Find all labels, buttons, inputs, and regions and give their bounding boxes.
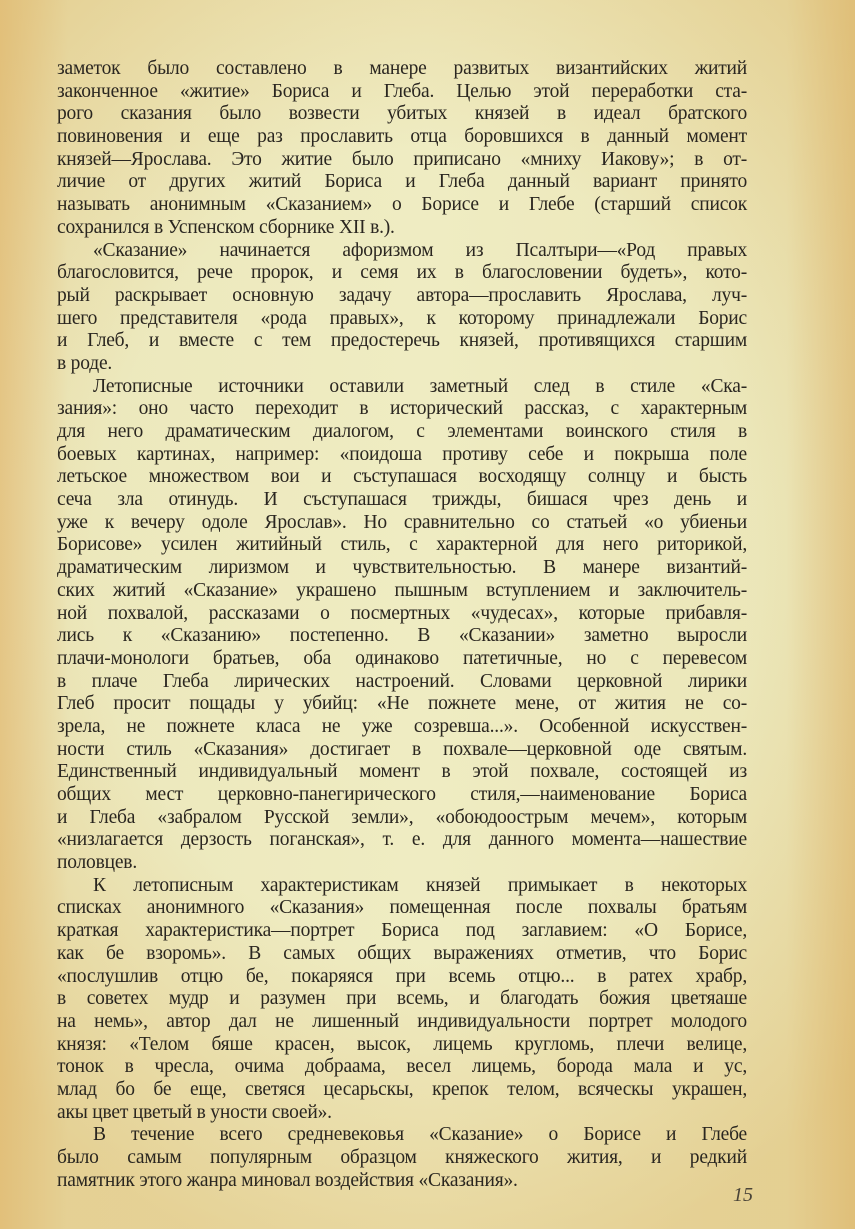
text-line: в советех мудр и разумен при всемь, и благодать божия цветяаше [57, 988, 747, 1010]
text-line: и Глеба «забралом Русской земли», «обоюдоострым мечем», которым [57, 806, 747, 828]
text-line: акы цвет цветый в уности своей». [57, 1101, 332, 1123]
text-line: заметок было составлено в манере развитых византийских житий [57, 58, 747, 79]
text-line: тонок в чресла, очима добраама, весел лицемь, борода мала и ус, [57, 1056, 747, 1078]
text-line: уже к вечеру одоле Ярослав». Но сравнительно со статьей «о убиеньи [57, 511, 747, 533]
text-line: для него драматическим диалогом, с элементами воинского стиля в [57, 421, 747, 442]
page-number: 15 [733, 1184, 753, 1206]
text-line: называть анонимным «Сказанием» о Борисе и Глебе (старший список [57, 194, 747, 216]
text-line: личие от других житий Бориса и Глеба данный вариант принято [57, 171, 747, 193]
text-line: общих мест церковно-панегирического стиля,—наименование Бориса [57, 784, 747, 805]
text-line: ности стиль «Сказания» достигает в похвале—церковной оде святым. [57, 738, 747, 760]
text-line: «низлагается дерзость поганская», т. е. для данного момента—нашествие [57, 829, 747, 851]
text-line: плачи-монологи братьев, оба одинаково патетичные, но с перевесом [57, 647, 747, 669]
text-line: князей—Ярослава. Это житие было приписано «мниху Иакову»; в от- [57, 148, 747, 170]
text-line: повиновения и еще раз прославить отца боровшихся в данный момент [57, 126, 747, 148]
text-line: Борисове» усилен житийный стиль, с характерной для него риторикой, [57, 534, 747, 556]
text-line: драматическим лиризмом и чувствительностью. В манере византий- [57, 557, 747, 579]
text-line: памятник этого жанра миновал воздействия «Сказания». [57, 1169, 518, 1191]
text-line: «послушлив отцю бе, покаряяся при всемь отцю... в ратех храбр, [57, 965, 747, 987]
text-line: благословится, рече пророк, и семя их в благословении будеть», кото- [57, 262, 747, 284]
text-line: ских житий «Сказание» украшено пышным вступлением и заключитель- [57, 579, 747, 601]
paragraph [57, 240, 747, 376]
text-line: шего представителя «рода правых», к которому принадлежали Борис [57, 307, 747, 329]
text-line: летьское множеством вои и съступашася восходящу солнцу и бысть [57, 466, 747, 488]
text-line: краткая характеристика—портрет Бориса под заглавием: «О Борисе, [57, 920, 747, 942]
text-line: сохранился в Успенском сборнике XII в.). [57, 216, 395, 238]
text-line: лись к «Сказанию» постепенно. В «Сказании» заметно выросли [57, 625, 747, 647]
text-line: Единственный индивидуальный момент в этой похвале, состоящей из [57, 761, 747, 783]
text-line: князя: «Телом бяше красен, высок, лицемь кругломь, плечи велице, [57, 1033, 747, 1055]
text-line: К летописным характеристикам князей примыкает в некоторых [93, 874, 747, 896]
text-line: зрела, не пожнете класа не уже созревша...». Особенной искусствен- [57, 715, 747, 737]
text-line: Глеб просит пощады у убийц: «Не пожнете мене, от жития не со- [57, 693, 747, 715]
text-line: сеча зла отинудь. И съступашася трижды, бишася чрез день и [57, 489, 747, 511]
text-line: рого сказания было возвести убитых князей в идеал братского [57, 103, 747, 125]
text-line: В течение всего средневековья «Сказание» о Борисе и Глебе [93, 1124, 747, 1146]
paragraph [57, 376, 747, 875]
text-line: «Сказание» начинается афоризмом из Псалтыри—«Род правых [93, 239, 747, 261]
text-line: зания»: оно часто переходит в исторический рассказ, с характерным [57, 398, 747, 420]
text-line: на немь», автор дал не лишенный индивидуальности портрет молодого [57, 1010, 747, 1032]
paragraph [57, 875, 747, 1125]
book-page-text [57, 58, 747, 1192]
text-line: законченное «житие» Бориса и Глеба. Целью этой переработки ста- [57, 80, 747, 102]
text-line: было самым популярным образцом княжеского жития, и редкий [57, 1147, 747, 1168]
text-line: боевых картинах, например: «поидоша противу себе и покрыша поле [57, 443, 747, 465]
paragraph [57, 58, 747, 240]
text-line: половцев. [57, 852, 137, 874]
text-line: списках анонимного «Сказания» помещенная после похвалы братьям [57, 897, 747, 919]
text-line: и Глеб, и вместе с тем предостеречь князей, противящихся старшим [57, 330, 747, 352]
text-line: млад бо бе еще, светяся цесарьскы, крепок телом, всяческы украшен, [57, 1078, 747, 1100]
paragraph [57, 1124, 747, 1192]
text-line: рый раскрывает основную задачу автора—прославить Ярослава, луч- [57, 284, 747, 306]
text-line: как бе взоромь». В самых общих выражениях отметив, что Борис [57, 942, 747, 964]
text-line: в плаче Глеба лирических настроений. Словами церковной лирики [57, 670, 747, 692]
text-line: ной похвалой, рассказами о посмертных «чудесах», которые прибавля- [57, 602, 747, 624]
text-line: Летописные источники оставили заметный след в стиле «Ска- [93, 375, 747, 397]
text-line: в роде. [57, 352, 113, 374]
